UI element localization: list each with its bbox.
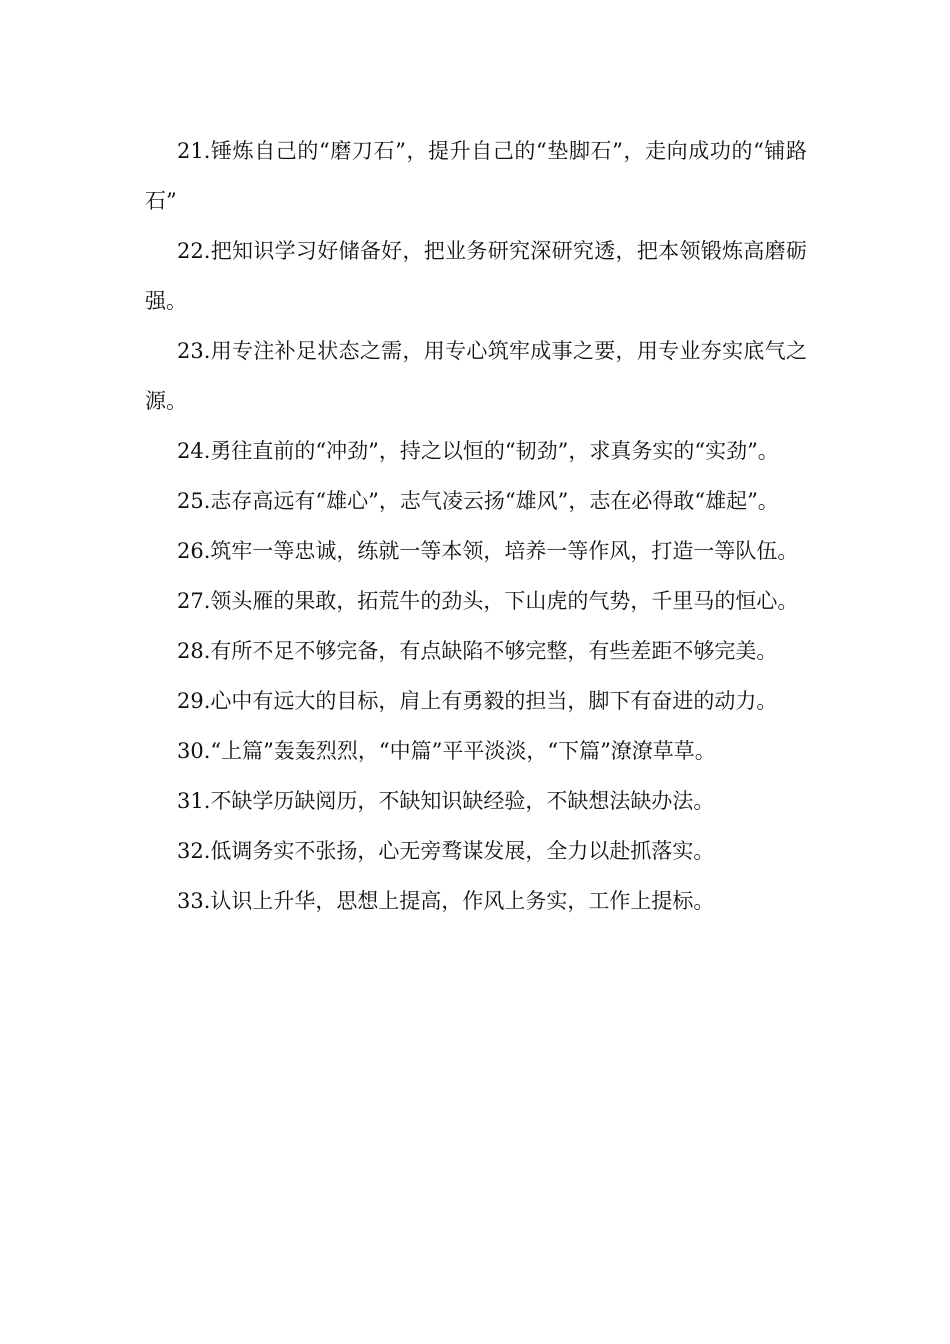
list-item: 31.不缺学历缺阅历，不缺知识缺经验，不缺想法缺办法。 — [177, 789, 715, 813]
list-item: 21.锤炼自己的“磨刀石”，提升自己的“垫脚石”，走向成功的“铺路石” — [145, 139, 807, 213]
list-item: 30.“上篇”轰轰烈烈，“中篇”平平淡淡，“下篇”潦潦草草。 — [177, 739, 716, 763]
list-item: 23.用专注补足状态之需，用专心筑牢成事之要，用专业夯实底气之源。 — [145, 339, 807, 413]
list-item: 27.领头雁的果敢，拓荒牛的劲头，下山虎的气势，千里马的恒心。 — [177, 589, 799, 613]
list-item: 33.认识上升华，思想上提高，作风上务实，工作上提标。 — [177, 889, 715, 913]
list-item: 26.筑牢一等忠诚，练就一等本领，培养一等作风，打造一等队伍。 — [177, 539, 799, 563]
list-item: 22.把知识学习好储备好，把业务研究深研究透，把本领锻炼高磨砺强。 — [145, 239, 807, 313]
list-item: 24.勇往直前的“冲劲”，持之以恒的“韧劲”，求真务实的“实劲”。 — [177, 439, 779, 463]
list-item: 29.心中有远大的目标，肩上有勇毅的担当，脚下有奋进的动力。 — [177, 689, 778, 713]
list-item: 32.低调务实不张扬，心无旁骛谋发展，全力以赴抓落实。 — [177, 839, 715, 863]
document-body — [145, 126, 807, 926]
list-item: 28.有所不足不够完备，有点缺陷不够完整，有些差距不够完美。 — [177, 639, 778, 663]
list-item: 25.志存高远有“雄心”，志气凌云扬“雄风”，志在必得敢“雄起”。 — [177, 489, 779, 513]
